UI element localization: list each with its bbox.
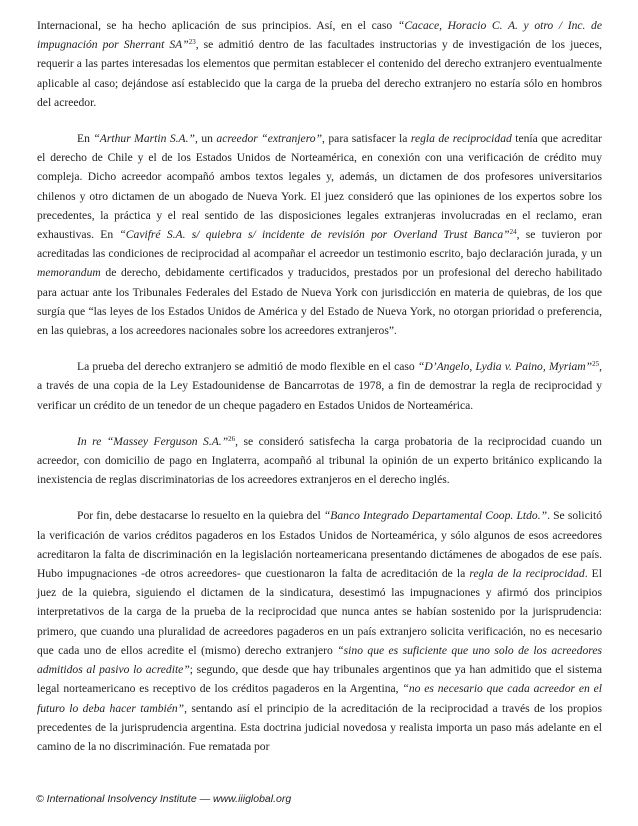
italic-text: In re “Massey Ferguson S.A.” [77,434,229,448]
text-run: En [77,132,94,146]
italic-text: regla de reciprocidad [410,132,512,146]
footnote-ref: 23 [188,38,196,47]
text-run: . Se solicitó la verificación de varios créditos pagaderos en los Estados Unidos de Norteamérica, y sólo algunos de esos acreedores acreditaron la falta de discriminación en la legislación norteamericana presentando dictámenes de abogados de ese país. Hubo impugnaciones -de otros acreedores- que cuestionaron la falta de acreditación de la [37,509,602,581]
text-run: de derecho, debidamente certificados y traducidos, prestados por un profesional del derecho habilitado para actuar ante los Tribunales Federales del Estado de Nueva York con jurisdicción en materia de quiebras, de los que surgía que “las leyes de los Estados Unidos de América y del Estado de Nueva York, no otorgan prioridad o preferencia, en las quiebras, a los acreedores nacionales sobre los acreedores extranjeros”. [37,266,602,338]
footnote-ref: 24 [509,228,517,237]
italic-text: regla de la reciprocidad [469,567,585,581]
italic-text: “Cacace, Horacio C. A. y otro / Inc. de impugnación por Sherrant SA” [37,19,602,52]
italic-text: “Banco Integrado Departamental Coop. Ltdo.” [323,509,548,523]
text-run: La prueba del derecho extranjero se admitió de modo flexible en el caso [77,360,418,374]
text-run: , se consideró satisfecha la carga probatoria de la reciprocidad cuando un acreedor, con domicilio de pago en Inglaterra, acompañó al tribunal la opinión de un experto británico explicando la inexistencia de reglas discriminatorias de los acreedores extranjeros en el derecho inglés. [37,434,602,487]
italic-text: “sino que es suficiente que uno solo de los acreedores admitidos al pasivo lo acredite” [37,643,602,677]
text-run: . El juez de la quiebra, siguiendo el dictamen de la sindicatura, desestimó las impugnaciones y afirmó dos principios interpretativos de la carga de la prueba de la reciprocidad que nunca antes se habían sostenido por la jurisprudencia: primero, que cuando una pluralidad de acreedores pagaderos en un país extranjero solicita verificación, no es necesario que cada uno de ellos acredite el (mismo) derecho extranjero [37,567,602,657]
text-run: ; segundo, que desde que hay tribunales argentinos que ya han admitido que el sistema legal norteamericano es receptivo de los créditos pagaderos en la Argentina, [37,663,603,696]
italic-text: memorandum [37,266,101,280]
footnote-ref: 26 [228,434,236,443]
paragraph-1 [37,16,602,112]
italic-text: “no es necesario que cada acreedor en el futuro lo deba hacer también” [37,682,602,715]
text-run: , se admitió dentro de las facultades instructorias y de investigación de los jueces, requerir a las partes interesadas los elementos que permitan establecer el contenido del derecho extranjero eventualmente aplicable al caso; dejándose así establecido que la carga de la prueba del derecho extranjero no estaría sólo en hombros del acreedor. [37,38,602,109]
paragraph-2 [37,129,602,340]
footer-credit: © International Insolvency Institute — www.iiiglobal.org [36,793,292,805]
text-run: , un [194,132,217,146]
paragraph-4 [37,432,602,490]
text-run: , se tuvieron por acreditadas las condiciones de reciprocidad al acompañar el acreedor un testimonio escrito, bajo declaración jurada, y un [37,228,602,261]
text-run: , para satisfacer la [322,132,411,146]
paragraph-5 [37,506,602,756]
text-run: Por fin, debe destacarse lo resuelto en la quiebra del [77,509,324,523]
italic-text: “Arthur Martin S.A.” [93,132,195,146]
paragraph-3 [37,357,602,415]
italic-text: acreedor “extranjero” [216,132,323,146]
footnote-ref: 25 [592,360,600,369]
text-run: , a través de una copia de la Ley Estadounidense de Bancarrotas de 1978, a fin de demostrar la regla de reciprocidad y verificar un crédito de un tenedor de un cheque pagadero en Estados Unidos de Norteamérica. [37,360,603,412]
italic-text: “D’Angelo, Lydia v. Paino, Myriam” [417,360,593,374]
italic-text: “Cavifré S.A. s/ quiebra s/ incidente de revisión por Overland Trust Banca” [119,228,510,242]
text-run: , sentando así el principio de la acreditación de la reciprocidad a través de los propios precedentes de la jurisprudencia argentina. Esta doctrina judicial novedosa y realista importa un paso más adelante en el camino de la no discriminación. Fue rematada por [37,701,602,753]
text-run: Internacional, se ha hecho aplicación de sus principios. Así, en el caso [37,19,398,32]
text-run: tenía que acreditar el derecho de Chile y el de los Estados Unidos de Norteamérica, en conexión con una verificación de crédito muy compleja. Dicho acreedor acompañó ambos textos legales y, además, un dictamen de dos profesores universitarios chilenos y otro dictamen de un abogado de Nueva York. El juez consideró que las opiniones de los expertos sobre los precedentes, la práctica y el real sentido de las disposiciones legales extranjeras involucradas en el reclamo, eran exhaustivas. En [37,132,602,242]
body-text [37,16,602,756]
